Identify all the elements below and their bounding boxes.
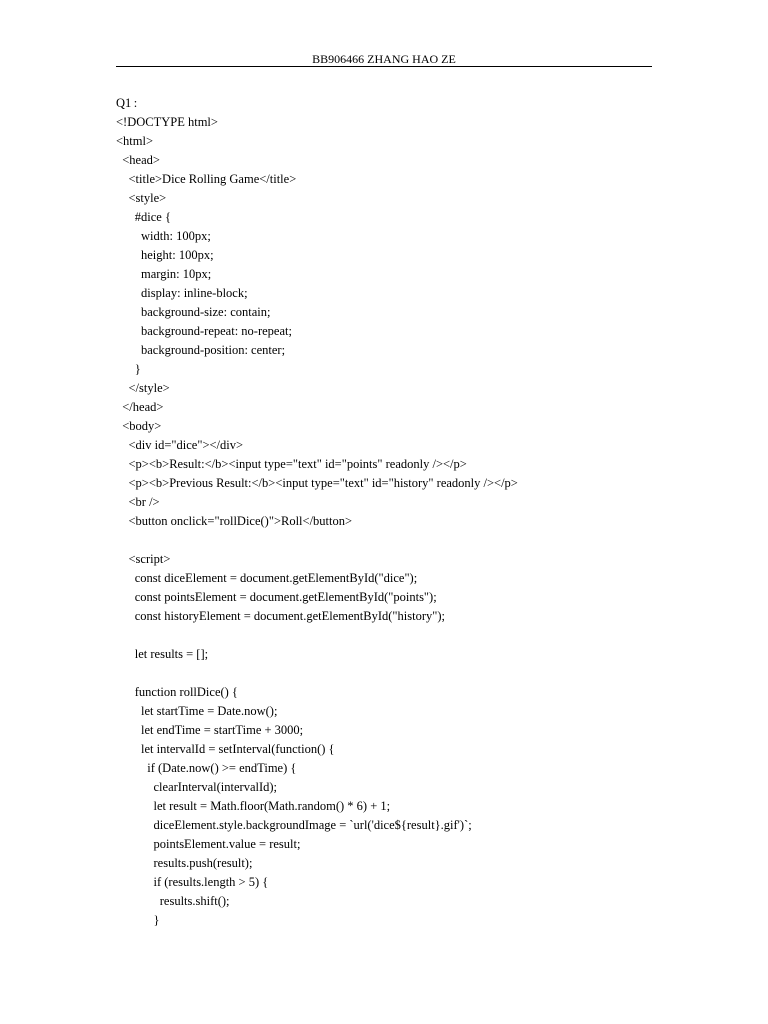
code-line — [116, 626, 676, 645]
code-line: height: 100px; — [116, 248, 214, 262]
code-line: if (Date.now() >= endTime) { — [116, 761, 297, 775]
code-line: <html> — [116, 134, 154, 148]
code-line: width: 100px; — [116, 229, 211, 243]
header-divider — [116, 66, 652, 67]
code-line: background-size: contain; — [116, 305, 271, 319]
code-line: <br /> — [116, 495, 160, 509]
code-line: function rollDice() { — [116, 685, 238, 699]
code-line: pointsElement.value = result; — [116, 837, 301, 851]
code-line: let results = []; — [116, 647, 209, 661]
question-label: Q1 : — [116, 96, 138, 110]
code-line: const historyElement = document.getElementById("history"); — [116, 609, 445, 623]
code-line: <div id="dice"></div> — [116, 438, 244, 452]
code-line: <head> — [116, 153, 160, 167]
code-line: let endTime = startTime + 3000; — [116, 723, 304, 737]
code-line: <title>Dice Rolling Game</title> — [116, 172, 297, 186]
code-line: diceElement.style.backgroundImage = `url('dice${result}.gif')`; — [116, 818, 472, 832]
code-line: background-position: center; — [116, 343, 286, 357]
code-listing — [116, 94, 676, 930]
code-line: #dice { — [116, 210, 171, 224]
code-line — [116, 531, 676, 550]
code-line: let intervalId = setInterval(function() { — [116, 742, 335, 756]
code-line: results.push(result); — [116, 856, 253, 870]
code-line: <!DOCTYPE html> — [116, 115, 218, 129]
code-line: const pointsElement = document.getElementById("points"); — [116, 590, 437, 604]
code-line: <style> — [116, 191, 167, 205]
code-line: </head> — [116, 400, 164, 414]
code-line: if (results.length > 5) { — [116, 875, 269, 889]
code-line: margin: 10px; — [116, 267, 212, 281]
code-line: <p><b>Result:</b><input type="text" id="points" readonly /></p> — [116, 457, 467, 471]
code-line: <script> — [116, 552, 171, 566]
code-line: clearInterval(intervalId); — [116, 780, 278, 794]
code-line: </style> — [116, 381, 170, 395]
code-line: } — [116, 362, 141, 376]
code-line: display: inline-block; — [116, 286, 248, 300]
code-line: background-repeat: no-repeat; — [116, 324, 292, 338]
code-line: <button onclick="rollDice()">Roll</button> — [116, 514, 353, 528]
code-line: let result = Math.floor(Math.random() * 6) + 1; — [116, 799, 391, 813]
code-line: <body> — [116, 419, 162, 433]
code-line: } — [116, 913, 160, 927]
code-line — [116, 664, 676, 683]
code-line: <p><b>Previous Result:</b><input type="text" id="history" readonly /></p> — [116, 476, 518, 490]
code-line: results.shift(); — [116, 894, 230, 908]
code-line: const diceElement = document.getElementById("dice"); — [116, 571, 418, 585]
page-header: BB906466 ZHANG HAO ZE — [312, 52, 456, 66]
code-line: let startTime = Date.now(); — [116, 704, 278, 718]
